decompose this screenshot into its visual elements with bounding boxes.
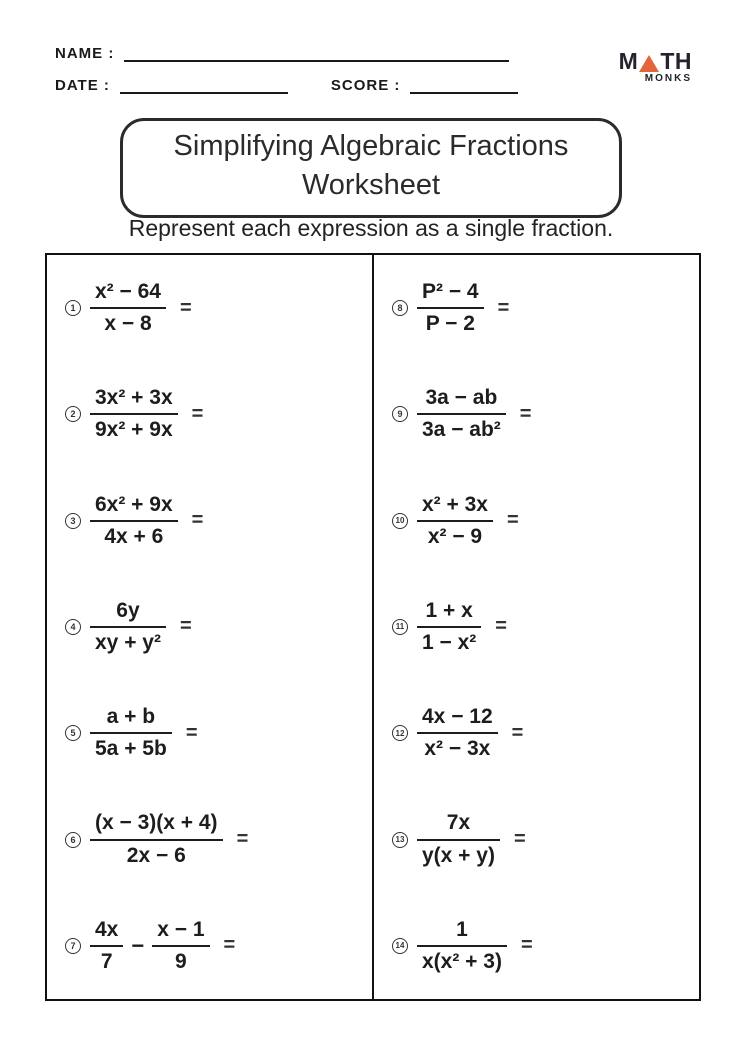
fraction-denominator: 3a − ab² xyxy=(422,418,501,442)
problem-number-badge: 12 xyxy=(392,725,408,741)
equals-sign: = xyxy=(223,934,236,957)
problem-11 xyxy=(374,574,699,680)
fraction-denominator: 9 xyxy=(175,949,187,973)
fraction-denominator: 2x − 6 xyxy=(126,843,186,867)
problem-number-badge: 3 xyxy=(65,513,81,529)
fraction-numerator: a + b xyxy=(106,705,156,729)
equals-sign: = xyxy=(513,828,526,851)
fraction-denominator: P − 2 xyxy=(425,312,475,336)
score-field-line xyxy=(410,78,518,94)
fraction-expression xyxy=(90,280,166,336)
fraction-denominator: 9x² + 9x xyxy=(95,418,173,442)
name-field-row xyxy=(55,45,692,62)
problem-5 xyxy=(47,680,372,786)
problems-column-left xyxy=(47,255,374,999)
problems-table xyxy=(45,253,701,1001)
logo-wordmark xyxy=(619,48,692,75)
math-monks-logo xyxy=(619,48,692,84)
fraction-denominator: y(x + y) xyxy=(422,843,495,867)
fraction-expression xyxy=(417,280,484,336)
date-label: DATE : xyxy=(55,77,110,94)
equals-sign: = xyxy=(179,615,192,638)
fraction-expression xyxy=(90,705,172,761)
fraction-expression xyxy=(417,811,500,867)
problem-10 xyxy=(374,468,699,574)
fraction-numerator: 7x xyxy=(446,811,471,835)
problem-number-badge: 5 xyxy=(65,725,81,741)
problem-number-badge: 14 xyxy=(392,938,408,954)
problem-4 xyxy=(47,574,372,680)
header xyxy=(55,45,692,109)
problem-number-badge: 9 xyxy=(392,406,408,422)
problem-number-badge: 10 xyxy=(392,513,408,529)
fraction-numerator: 3a − ab xyxy=(425,386,498,410)
problem-number-badge: 8 xyxy=(392,300,408,316)
fraction-numerator: (x − 3)(x + 4) xyxy=(95,811,218,835)
problem-9 xyxy=(374,361,699,467)
problem-8 xyxy=(374,255,699,361)
fraction-denominator: 4x + 6 xyxy=(104,524,164,548)
fraction-numerator: 1 + x xyxy=(425,598,473,622)
fraction-numerator: 6y xyxy=(116,598,140,622)
equals-sign: = xyxy=(495,615,507,638)
fraction-numerator: 4x xyxy=(95,917,119,941)
date-field-line xyxy=(120,78,288,94)
fraction-expression xyxy=(90,599,166,655)
logo-subtext: MONKS xyxy=(644,73,692,84)
equals-sign: = xyxy=(236,828,249,851)
problem-14 xyxy=(374,893,699,999)
equals-sign: = xyxy=(511,721,524,744)
fraction-numerator: 3x² + 3x xyxy=(95,386,173,410)
problem-3 xyxy=(47,468,372,574)
fraction-expression xyxy=(417,705,498,761)
instruction-text: Represent each expression as a single fraction. xyxy=(128,215,614,241)
problem-1 xyxy=(47,255,372,361)
problem-13 xyxy=(374,786,699,892)
fraction-numerator: 4x − 12 xyxy=(422,705,493,729)
fraction-denominator: 5a + 5b xyxy=(95,737,167,761)
fraction-numerator: x² + 3x xyxy=(422,492,488,516)
equals-sign: = xyxy=(185,721,198,744)
fraction-numerator: x² − 64 xyxy=(95,280,161,303)
problem-12 xyxy=(374,680,699,786)
fraction-expression xyxy=(417,918,507,974)
problems-column-right xyxy=(374,255,699,999)
problem-7 xyxy=(47,893,372,999)
equals-sign: = xyxy=(519,402,532,425)
fraction-denominator: x² − 9 xyxy=(427,524,483,548)
problem-number-badge: 7 xyxy=(65,938,81,954)
problem-number-badge: 4 xyxy=(65,619,81,635)
title-line-2: Worksheet xyxy=(301,169,441,202)
equals-sign: = xyxy=(191,402,204,425)
fraction-numerator: 1 xyxy=(456,917,468,941)
fraction-expression xyxy=(90,493,178,549)
name-label: NAME : xyxy=(55,45,115,62)
fraction-denominator: 7 xyxy=(100,949,113,973)
fraction-expression xyxy=(90,811,223,867)
fraction-expression xyxy=(417,599,481,655)
fraction-denominator: x − 8 xyxy=(104,312,152,336)
problem-number-badge: 6 xyxy=(65,832,81,848)
fraction-denominator: xy + y² xyxy=(95,630,161,654)
logo-letter-m: M xyxy=(618,48,639,74)
fraction-denominator: x(x² + 3) xyxy=(422,949,502,973)
problem-number-badge: 13 xyxy=(392,832,408,848)
equals-sign: = xyxy=(191,509,204,532)
problem-number-badge: 2 xyxy=(65,406,81,422)
equals-sign: = xyxy=(506,509,519,532)
fraction-numerator: P² − 4 xyxy=(422,280,479,303)
fraction-expression xyxy=(90,918,123,974)
score-label: SCORE : xyxy=(330,77,401,94)
problem-number-badge: 11 xyxy=(392,619,408,635)
title-line-1: Simplifying Algebraic Fractions xyxy=(173,130,569,162)
logo-triangle-icon xyxy=(639,55,659,72)
problem-number-badge: 1 xyxy=(65,300,81,316)
fraction-expression xyxy=(417,493,493,549)
problem-6 xyxy=(47,786,372,892)
fraction-numerator: x − 1 xyxy=(157,917,205,941)
equals-sign: = xyxy=(497,296,510,319)
logo-letters-th: TH xyxy=(660,48,692,74)
problem-2 xyxy=(47,361,372,467)
name-field-line xyxy=(124,46,509,62)
minus-operator: − xyxy=(131,932,145,958)
fraction-numerator: 6x² + 9x xyxy=(95,492,173,516)
equals-sign: = xyxy=(520,934,533,957)
title-box xyxy=(120,118,622,218)
date-score-field-row xyxy=(55,77,692,94)
equals-sign: = xyxy=(179,296,192,319)
fraction-expression xyxy=(417,386,506,442)
fraction-denominator: x² − 3x xyxy=(424,737,491,761)
fraction-expression xyxy=(152,918,209,974)
fraction-denominator: 1 − x² xyxy=(422,630,477,654)
fraction-expression xyxy=(90,386,178,442)
